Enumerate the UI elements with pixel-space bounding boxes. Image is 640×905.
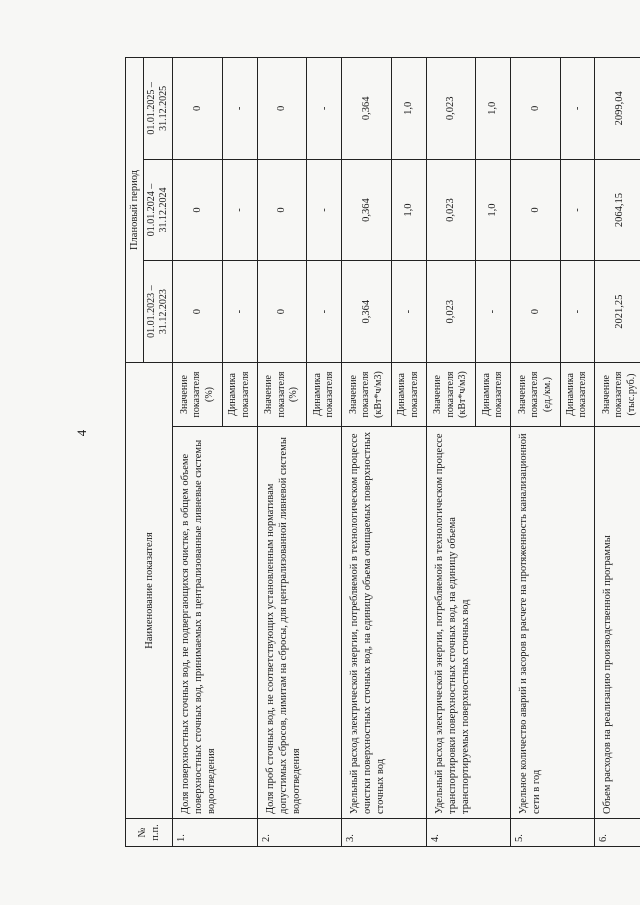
indicator-name: Доля поверхностных сточных вод, не подвергающихся очистке, в общем объеме поверхностных сточных вод, принимаемых в централизованные ливневые системы водоотведения	[173, 427, 257, 819]
table-row	[426, 58, 476, 847]
value-cell: 0	[511, 159, 561, 261]
value-cell: 0	[511, 261, 561, 363]
value-type: Динамика показателя	[560, 363, 595, 427]
header-row-top	[126, 58, 144, 847]
value-cell: 0,364	[342, 58, 392, 160]
value-cell: -	[222, 261, 257, 363]
row-number: 1.	[173, 819, 257, 847]
header-period-2025: 01.01.2025 – 31.12.2025	[144, 58, 173, 160]
table-row	[595, 58, 640, 847]
header-planned-period: Плановый период	[126, 58, 144, 363]
value-cell: 1,0	[476, 159, 511, 261]
value-cell: 0	[173, 261, 223, 363]
header-period-2023: 01.01.2023 – 31.12.2023	[144, 261, 173, 363]
value-cell: 2064,15	[595, 159, 640, 261]
value-cell: 0	[173, 58, 223, 160]
row-number: 3.	[342, 819, 426, 847]
value-cell: -	[476, 261, 511, 363]
value-cell: 2099,04	[595, 58, 640, 160]
table-row	[511, 58, 561, 847]
row-number: 5.	[511, 819, 595, 847]
value-cell: -	[222, 58, 257, 160]
value-cell: -	[560, 58, 595, 160]
row-number: 4.	[426, 819, 510, 847]
header-period-2024: 01.01.2024 – 31.12.2024	[144, 159, 173, 261]
indicator-name: Доля проб сточных вод, не соответствующих установленным нормативам допустимых сбросов, лимитам на сбросы, для централизованной ливневой системы водоотведения	[257, 427, 341, 819]
value-cell: 0,023	[426, 261, 476, 363]
indicator-name: Объем расходов на реализацию производственной программы	[595, 427, 640, 819]
value-cell: 2021,25	[595, 261, 640, 363]
value-cell: -	[307, 159, 342, 261]
value-cell: -	[307, 58, 342, 160]
value-cell: 0	[257, 159, 307, 261]
indicator-name: Удельный расход электрической энергии, потребляемой в технологическом процессе транспортировки поверхностных сточных вод, на единицу объема транспортируемых поверхностных сточных вод	[426, 427, 510, 819]
value-cell: 0,364	[342, 261, 392, 363]
value-type: Значение показателя (тыс.руб.)	[595, 363, 640, 427]
value-cell: 0	[173, 159, 223, 261]
value-type: Динамика показателя	[307, 363, 342, 427]
value-type: Динамика показателя	[476, 363, 511, 427]
table-row	[257, 58, 307, 847]
value-type: Динамика показателя	[391, 363, 426, 427]
value-cell: 0	[257, 261, 307, 363]
value-cell: -	[560, 261, 595, 363]
header-name: Наименование показателя	[126, 363, 173, 819]
value-cell: 0	[511, 58, 561, 160]
indicator-name: Удельное количество аварий и засоров в расчете на протяженность канализационной сети в год	[511, 427, 595, 819]
value-type: Динамика показателя	[222, 363, 257, 427]
value-type: Значение показателя (ед./км.)	[511, 363, 561, 427]
value-cell: -	[307, 261, 342, 363]
indicators-table	[125, 57, 640, 847]
value-cell: 1,0	[391, 159, 426, 261]
row-number: 2.	[257, 819, 341, 847]
value-type: Значение показателя (%)	[257, 363, 307, 427]
page-number: 4	[74, 429, 89, 437]
table-row	[173, 58, 223, 847]
value-type: Значение показателя (%)	[173, 363, 223, 427]
value-cell: 0,023	[426, 159, 476, 261]
value-type: Значение показателя (кВт*ч/м3)	[342, 363, 392, 427]
row-number: 6.	[595, 819, 640, 847]
value-cell: 0,364	[342, 159, 392, 261]
indicators-table-wrapper	[125, 57, 640, 847]
value-cell: -	[391, 261, 426, 363]
table-row	[342, 58, 392, 847]
value-cell: -	[222, 159, 257, 261]
value-cell: -	[560, 159, 595, 261]
value-cell: 1,0	[476, 58, 511, 160]
value-cell: 0	[257, 58, 307, 160]
indicator-name: Удельный расход электрической энергии, потребляемой в технологическом процессе очистки поверхностных сточных вод, на единицу объема очищаемых поверхностных сточных вод	[342, 427, 426, 819]
value-cell: 0,023	[426, 58, 476, 160]
value-type: Значение показателя (кВт*ч/м3)	[426, 363, 476, 427]
header-no: № п.п.	[126, 819, 173, 847]
value-cell: 1,0	[391, 58, 426, 160]
